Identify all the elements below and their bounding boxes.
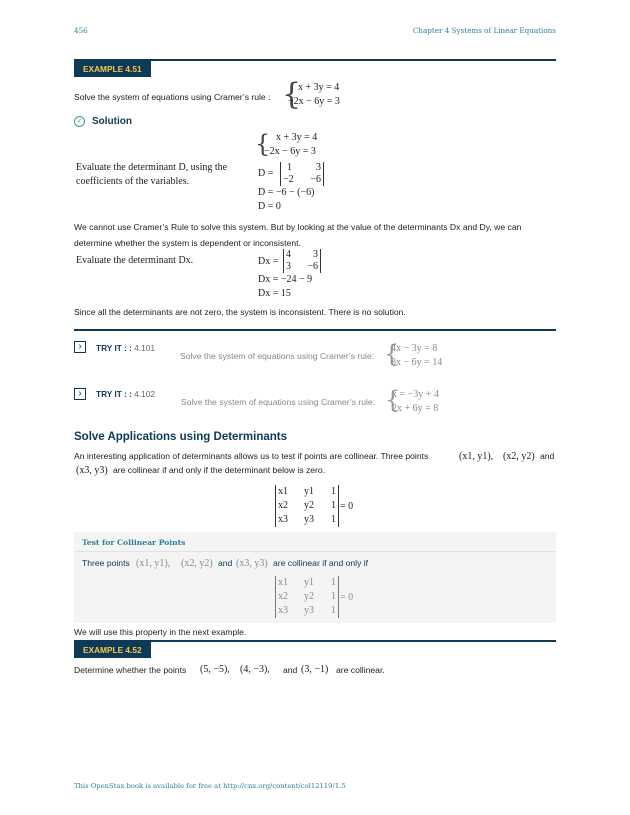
step2-dx-result: Dx = 15	[258, 288, 291, 299]
matrix-cell: y3	[304, 514, 314, 525]
step1-d-expand: D = −6 − (−6)	[258, 187, 315, 198]
brace-icon: {	[384, 340, 400, 368]
system-eq-2: −2x − 6y = 3	[288, 96, 340, 107]
matrix-cell: x1	[278, 577, 288, 588]
matrix-cell: 1	[331, 577, 336, 588]
footer-text: This OpenStax book is available for free at http://cnx.org/content/col12119/1.5	[74, 782, 346, 790]
matrix-cell: x2	[278, 591, 288, 602]
brace-icon: {	[255, 130, 271, 158]
solution-system-eq-2: −2x − 6y = 3	[264, 146, 316, 157]
example2-and: and	[283, 665, 298, 675]
determinant-D	[280, 162, 324, 186]
matrix-cell: −6	[307, 261, 318, 272]
example-4-52-bar	[74, 640, 556, 660]
matrix-cell: −6	[310, 174, 321, 185]
example-label: EXAMPLE 4.52	[74, 642, 151, 658]
step2-text: Evaluate the determinant Dx.	[76, 255, 194, 266]
step1-d-result: D = 0	[258, 201, 281, 212]
example2-text-a: Determine whether the points	[74, 665, 187, 675]
matrix-cell: 1	[331, 514, 336, 525]
try2-eq-1: x = −3y + 4	[392, 389, 439, 400]
example2-point-1: (5, −5),	[200, 664, 230, 675]
determinant-note: We cannot use Cramer’s Rule to solve this system. But by looking at the value of the determinants Dx and Dy, we can determine whether the system is dependent or inconsistent.	[74, 222, 522, 248]
note-text-c: are collinear if and only if	[273, 558, 369, 568]
section-intro-a: An interesting application of determinants allows us to test if points are collinear. Three points	[74, 451, 429, 461]
brace-icon: {	[385, 386, 401, 414]
note-point-2: (x2, y2)	[181, 558, 213, 569]
note-determinant	[275, 576, 339, 618]
matrix-cell: 1	[331, 591, 336, 602]
step1-text: Evaluate the determinant D, using the coefficients of the variables.	[76, 162, 228, 187]
point-3: (x3, y3)	[76, 465, 108, 476]
example2-text-b: are collinear.	[336, 665, 385, 675]
matrix-cell: y1	[304, 486, 314, 497]
section-intro-b: are collinear if and only if the determinant below is zero.	[113, 465, 326, 475]
matrix-cell: 3	[316, 162, 321, 173]
try-it-number: 4.101	[134, 343, 156, 353]
try2-eq-2: 2x + 6y = 8	[392, 403, 439, 414]
example2-point-3: (3, −1)	[301, 664, 329, 675]
example-conclusion: Since all the determinants are not zero, the system is inconsistent. There is no solution.	[74, 307, 406, 317]
matrix-cell: x2	[278, 500, 288, 511]
chevron-right-icon[interactable]: ›	[74, 388, 86, 400]
matrix-cell: x3	[278, 514, 288, 525]
matrix-cell: x1	[278, 486, 288, 497]
equals-zero: = 0	[340, 501, 354, 512]
try-it-text: Solve the system of equations using Cramer’s rule:	[180, 351, 375, 361]
solution-heading: Solution	[92, 116, 132, 127]
chevron-right-icon[interactable]: ›	[74, 341, 86, 353]
note-text-a: Three points	[82, 558, 130, 568]
and-text: and	[540, 451, 555, 461]
matrix-cell: 1	[331, 605, 336, 616]
matrix-cell: y2	[304, 500, 314, 511]
step2-dx-eq: Dx =	[258, 256, 279, 267]
matrix-cell: y2	[304, 591, 314, 602]
matrix-cell: y1	[304, 577, 314, 588]
determinant-Dx	[283, 249, 321, 273]
matrix-cell: −2	[283, 174, 294, 185]
step2-dx-expand: Dx = −24 − 9	[258, 274, 313, 285]
check-circle-icon: ✓	[74, 116, 85, 127]
note-text-b: and	[218, 558, 233, 568]
matrix-cell: 3	[286, 261, 291, 272]
example-label: EXAMPLE 4.51	[74, 61, 151, 77]
brace-icon: {	[282, 77, 302, 112]
example2-point-2: (4, −3),	[240, 664, 270, 675]
step1-d-eq: D =	[258, 168, 274, 179]
matrix-cell: 1	[331, 486, 336, 497]
try1-eq-1: 4x − 3y = 8	[391, 343, 438, 354]
try1-eq-2: 8x − 6y = 14	[391, 357, 443, 368]
matrix-cell: y3	[304, 605, 314, 616]
try-it-number: 4.102	[134, 389, 156, 399]
matrix-cell: 1	[287, 162, 292, 173]
note-point-3: (x3, y3)	[236, 558, 268, 569]
example-problem-text: Solve the system of equations using Cramer’s rule :	[74, 92, 271, 102]
chapter-title: Chapter 4 Systems of Linear Equations	[412, 26, 556, 35]
example-4-51-bar	[74, 59, 556, 79]
matrix-cell: 1	[331, 500, 336, 511]
collinear-note-box	[74, 532, 556, 623]
collinear-determinant	[275, 485, 339, 527]
divider	[74, 329, 556, 331]
after-box-text: We will use this property in the next example.	[74, 627, 247, 637]
page-number: 456	[74, 26, 88, 35]
point-1: (x1, y1),	[459, 451, 494, 462]
try-it-label: TRY IT : : 4.102	[96, 389, 156, 399]
matrix-cell: 4	[286, 249, 291, 260]
note-equals-zero: = 0	[340, 592, 354, 603]
note-title: Test for Collinear Points	[82, 538, 186, 547]
solution-system-eq-1: x + 3y = 4	[276, 132, 318, 143]
section-heading: Solve Applications using Determinants	[74, 431, 288, 443]
point-2: (x2, y2)	[503, 451, 535, 462]
try-it-label: TRY IT : : 4.101	[96, 343, 156, 353]
note-point-1: (x1, y1),	[136, 558, 171, 569]
try-it-text: Solve the system of equations using Cramer’s rule:	[181, 397, 376, 407]
system-eq-1: x + 3y = 4	[298, 82, 340, 93]
matrix-cell: 3	[313, 249, 318, 260]
matrix-cell: x3	[278, 605, 288, 616]
